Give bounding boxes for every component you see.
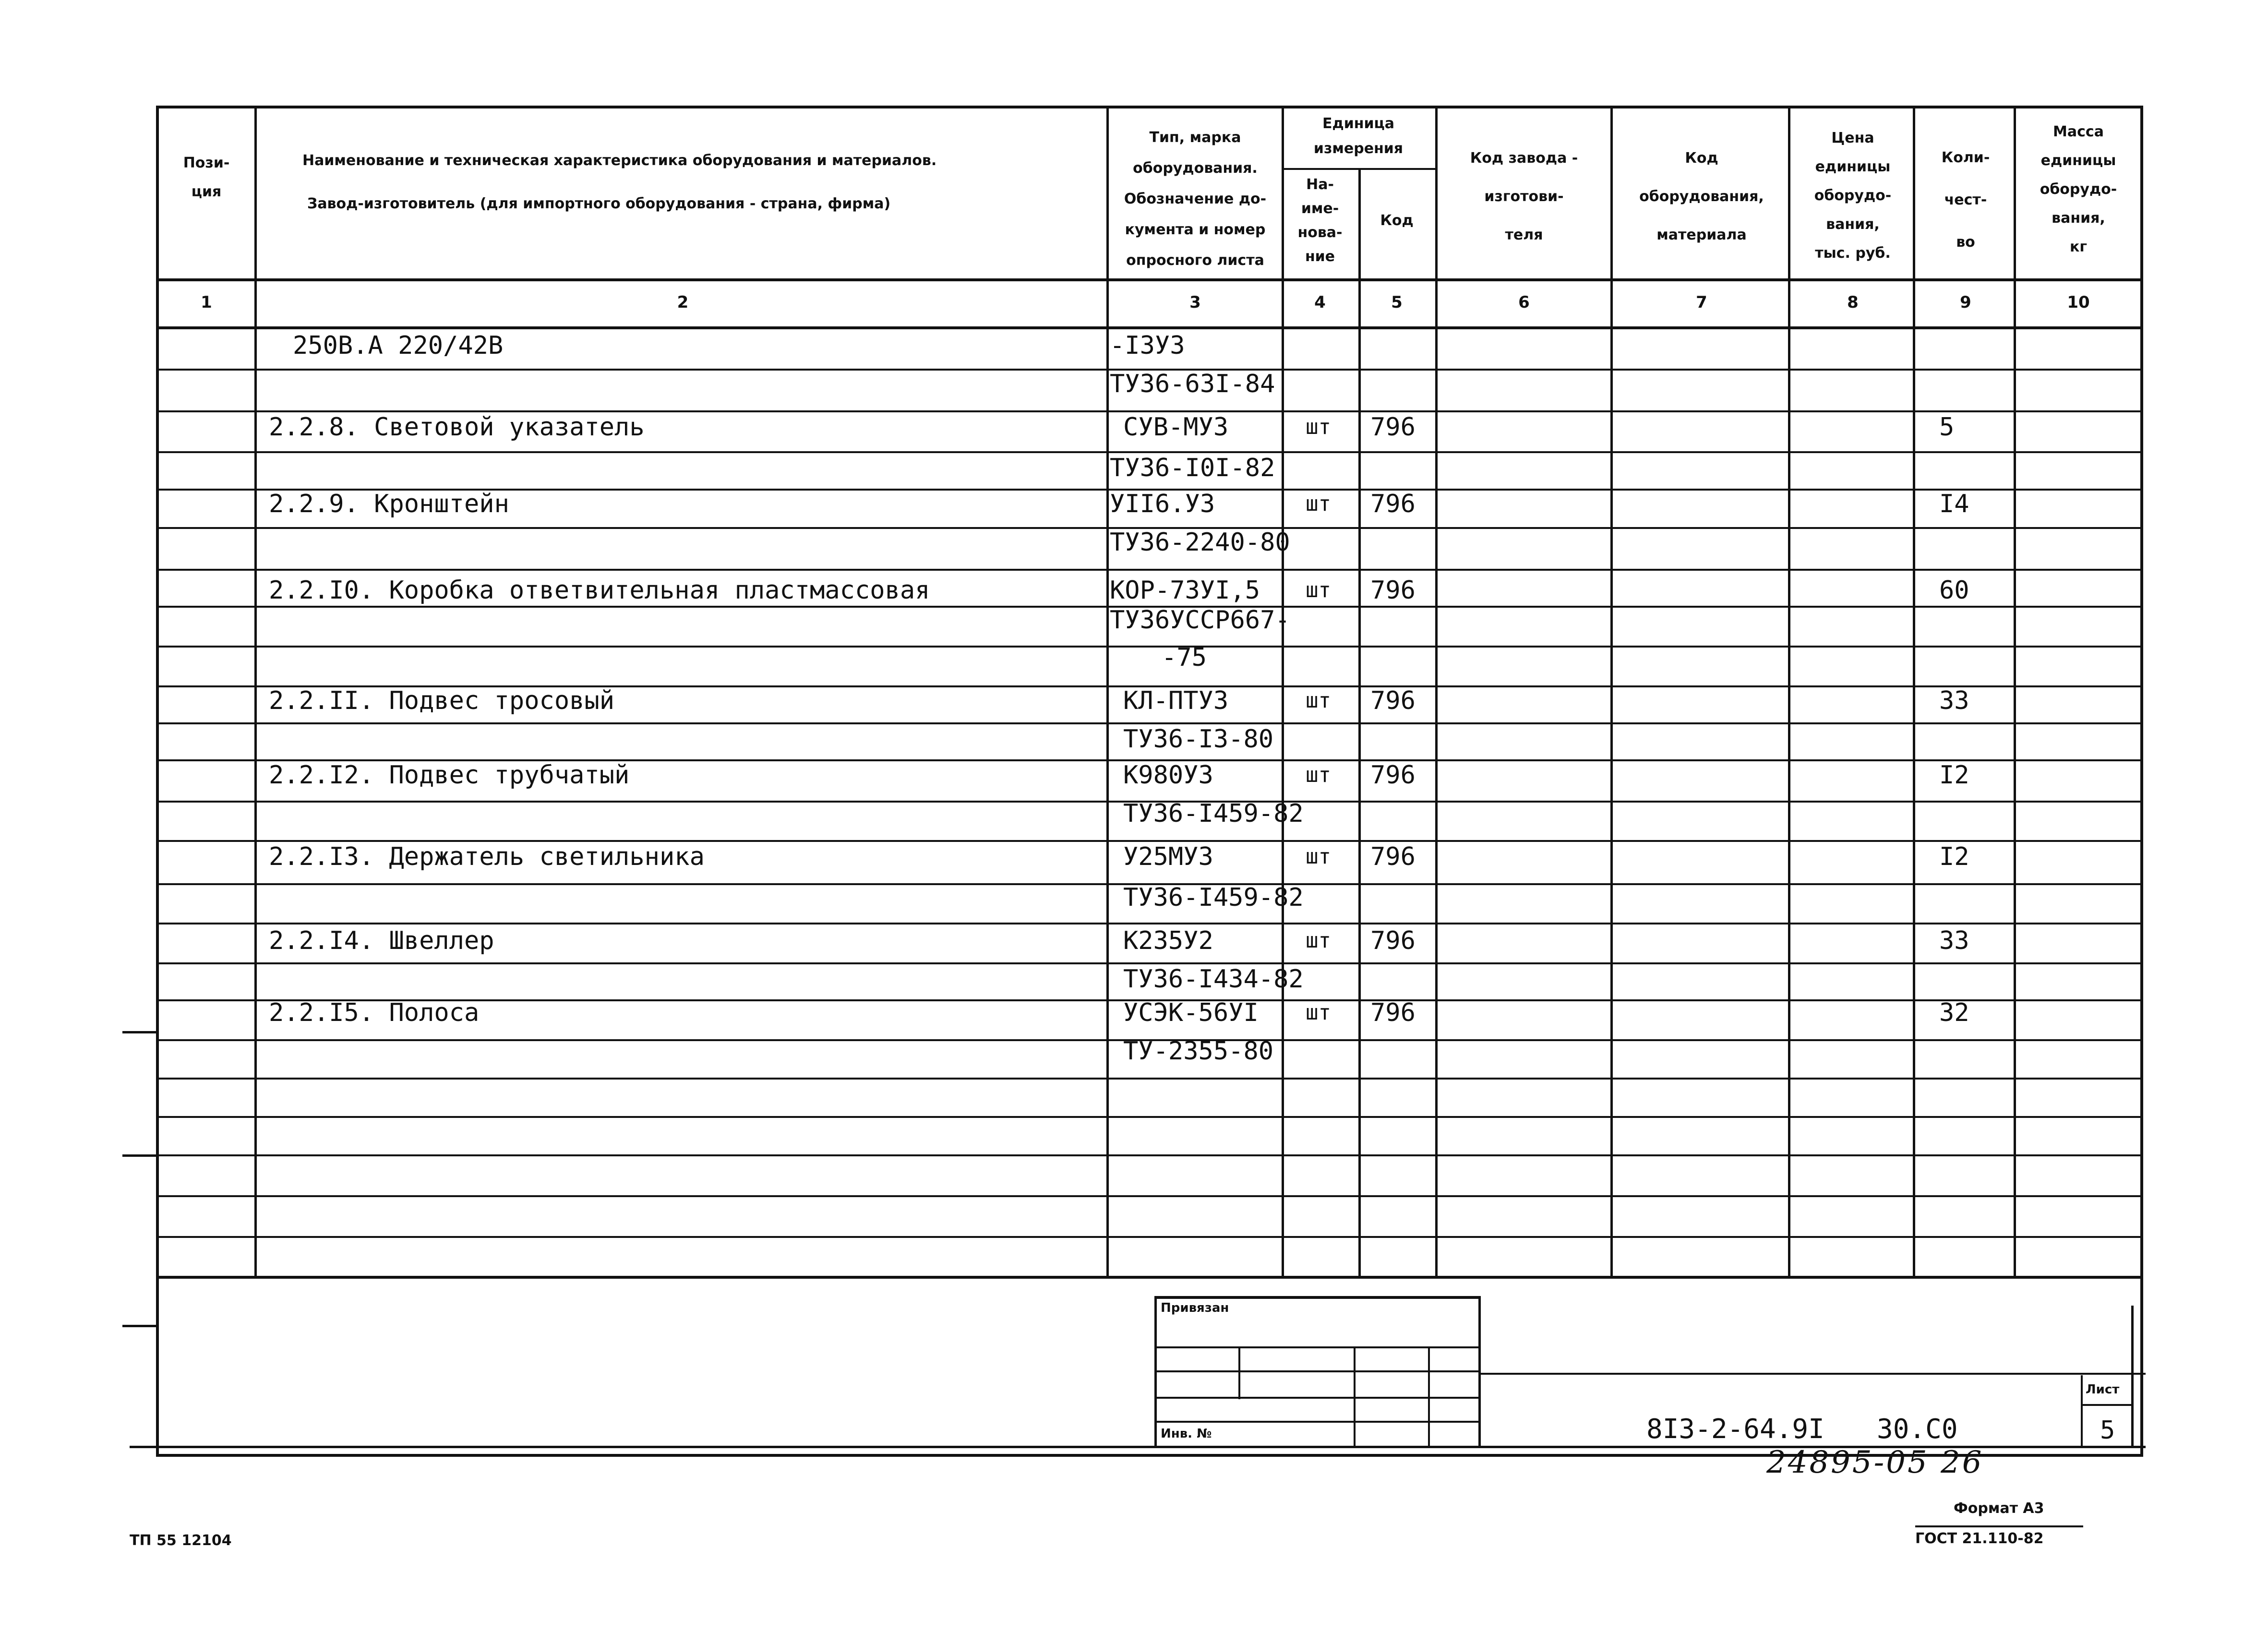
- header-mass: Масса единицы оборудо- вания, кг: [2040, 123, 2117, 255]
- column-number-8: 8: [1847, 293, 1859, 312]
- row-quantity: 33: [1939, 686, 1969, 715]
- header-price: Цена единицы оборудо- вания, тыс. руб.: [1814, 130, 1892, 262]
- row-type: -75: [1162, 643, 1207, 672]
- header-unit-name: На- име- нова- ние: [1297, 176, 1343, 265]
- column-number-5: 5: [1391, 293, 1403, 312]
- footer-left-code: ТП 55 12104: [130, 1532, 232, 1549]
- document-code-suffix: 30.С0: [1877, 1414, 1958, 1445]
- header-equipment-code: Код оборудования, материала: [1639, 150, 1764, 243]
- row-type: ТУ36-I459-82: [1123, 799, 1304, 828]
- sheet-label: Лист: [2086, 1382, 2120, 1397]
- col-divider: [1106, 106, 1109, 1277]
- row-unit: шт: [1306, 1000, 1331, 1025]
- margin-tick: [122, 1154, 158, 1157]
- row-unit: шт: [1306, 688, 1331, 713]
- row-unit-code: 796: [1370, 926, 1416, 955]
- col-divider: [1282, 106, 1284, 1277]
- row-type: УСЭК-56УI: [1123, 998, 1259, 1027]
- stamp-col-line: [1238, 1346, 1240, 1399]
- column-number-6: 6: [1518, 293, 1530, 312]
- sheet-box-mid: [2081, 1404, 2134, 1406]
- row-unit-code: 796: [1370, 842, 1416, 871]
- row-line: [156, 569, 2143, 571]
- table-body-bottom-line: [156, 1276, 2143, 1279]
- row-name: 2.2.8. Световой указатель: [269, 413, 645, 442]
- row-type: КОР-73УI,5: [1110, 576, 1260, 605]
- row-name: 2.2.I5. Полоса: [269, 998, 480, 1027]
- row-type: ТУ36-I3-80: [1123, 725, 1274, 754]
- stamp-privyazan: Привязан: [1161, 1301, 1229, 1315]
- row-line: [156, 722, 2143, 724]
- header-unit-group: Единица измерения: [1313, 115, 1404, 157]
- row-line: [156, 1195, 2143, 1197]
- row-type: ТУ-2355-80: [1123, 1037, 1274, 1066]
- margin-tick: [122, 1031, 158, 1033]
- row-line: [156, 962, 2143, 964]
- column-number-1: 1: [201, 293, 212, 312]
- header-maker-code: Код завода - изготови- теля: [1470, 150, 1578, 243]
- row-line: [156, 1116, 2143, 1118]
- row-line: [156, 1154, 2143, 1156]
- header-type: Тип, марка оборудования. Обозначение до- кумента и номер опросного листа: [1124, 129, 1267, 269]
- footer-format: Формат А3: [1954, 1500, 2044, 1517]
- row-unit: шт: [1306, 578, 1331, 602]
- row-line: [156, 840, 2143, 842]
- row-unit: шт: [1306, 415, 1331, 439]
- row-unit-code: 796: [1370, 576, 1416, 605]
- sheet-number: 5: [2100, 1416, 2115, 1445]
- footer-line: [1915, 1525, 2083, 1527]
- row-quantity: 32: [1939, 998, 1969, 1027]
- col-divider: [2014, 106, 2016, 1277]
- row-type: ТУ36УССР667-: [1110, 606, 1290, 635]
- colnum-bottom-line: [156, 326, 2143, 329]
- row-unit-code: 796: [1370, 413, 1416, 442]
- row-unit-code: 796: [1370, 761, 1416, 790]
- column-number-4: 4: [1314, 293, 1326, 312]
- title-block-line: [1481, 1373, 2146, 1375]
- row-name: 2.2.I0. Коробка ответвительная пластмассовая: [269, 576, 930, 605]
- header-unit-code: Код: [1380, 212, 1414, 229]
- row-quantity: I2: [1939, 761, 1969, 790]
- handwritten-number: 24895-05 26: [1766, 1445, 1984, 1480]
- margin-tick: [122, 1325, 158, 1327]
- row-type: К980У3: [1123, 761, 1213, 790]
- row-quantity: I4: [1939, 490, 1969, 518]
- row-line: [156, 410, 2143, 412]
- row-type: ТУ36-I434-82: [1123, 965, 1304, 994]
- header-position: Пози- ция: [183, 155, 230, 200]
- title-block-right-border: [2131, 1306, 2134, 1447]
- row-type: ТУ36-63I-84: [1110, 370, 1275, 398]
- col-divider: [1788, 106, 1790, 1277]
- row-line: [156, 1078, 2143, 1080]
- document-code: 8I3-2-64.9I: [1646, 1414, 1824, 1445]
- row-type: ТУ36-I459-82: [1123, 883, 1304, 912]
- row-type: К235У2: [1123, 926, 1213, 955]
- row-line: [156, 1236, 2143, 1238]
- row-name: 2.2.I4. Швеллер: [269, 926, 494, 955]
- stamp-inv-no: Инв. №: [1161, 1427, 1212, 1441]
- row-unit-code: 796: [1370, 998, 1416, 1027]
- stamp-row-line: [1154, 1346, 1481, 1348]
- row-name: 2.2.I2. Подвес трубчатый: [269, 761, 630, 790]
- row-quantity: 5: [1939, 413, 1955, 442]
- sheet-box-left: [2081, 1375, 2083, 1447]
- column-number-10: 10: [2067, 293, 2090, 312]
- row-unit: шт: [1306, 844, 1331, 869]
- row-type: СУВ-МУ3: [1123, 413, 1229, 442]
- footer-gost: ГОСТ 21.110-82: [1915, 1530, 2044, 1547]
- row-line: [156, 646, 2143, 648]
- row-unit: шт: [1306, 763, 1331, 787]
- stamp-col-line: [1428, 1346, 1430, 1447]
- row-unit: шт: [1306, 492, 1331, 516]
- column-number-3: 3: [1189, 293, 1201, 312]
- row-type: УII6.У3: [1110, 490, 1215, 518]
- header-name-line2: Завод-изготовитель (для импортного оборудования - страна, фирма): [307, 195, 891, 212]
- row-unit-code: 796: [1370, 686, 1416, 715]
- row-type: КЛ-ПТУ3: [1123, 686, 1229, 715]
- row-type: ТУ36-2240-80: [1110, 528, 1290, 557]
- column-number-2: 2: [677, 293, 689, 312]
- row-quantity: 33: [1939, 926, 1969, 955]
- row-unit: шт: [1306, 928, 1331, 953]
- row-line: [156, 923, 2143, 924]
- col-divider: [254, 106, 257, 1277]
- stamp-row-line: [1154, 1370, 1481, 1372]
- row-type: -I3У3: [1110, 331, 1185, 360]
- header-quantity: Коли- чест- во: [1941, 149, 1990, 251]
- row-name: 2.2.9. Кронштейн: [269, 490, 509, 518]
- col-divider: [1913, 106, 1915, 1277]
- row-type: ТУ36-I0I-82: [1110, 454, 1275, 482]
- row-line: [156, 451, 2143, 453]
- column-number-9: 9: [1960, 293, 1971, 312]
- stamp-box-top: [1154, 1296, 1481, 1299]
- stamp-col-line: [1354, 1346, 1356, 1447]
- row-quantity: 60: [1939, 576, 1969, 605]
- column-number-7: 7: [1696, 293, 1707, 312]
- col-divider: [1435, 106, 1438, 1277]
- col-divider: [1610, 106, 1613, 1277]
- row-name: 2.2.I3. Держатель светильника: [269, 842, 705, 871]
- header-bottom-line: [156, 278, 2143, 281]
- row-name: 250В.А 220/42В: [293, 331, 504, 360]
- header-name-line1: Наименование и техническая характеристика оборудования и материалов.: [302, 152, 937, 169]
- row-name: 2.2.II. Подвес тросовый: [269, 686, 615, 715]
- row-unit-code: 796: [1370, 490, 1416, 518]
- row-type: У25МУ3: [1123, 842, 1213, 871]
- row-quantity: I2: [1939, 842, 1969, 871]
- stamp-row-line: [1154, 1397, 1481, 1399]
- stamp-row-line: [1154, 1421, 1481, 1423]
